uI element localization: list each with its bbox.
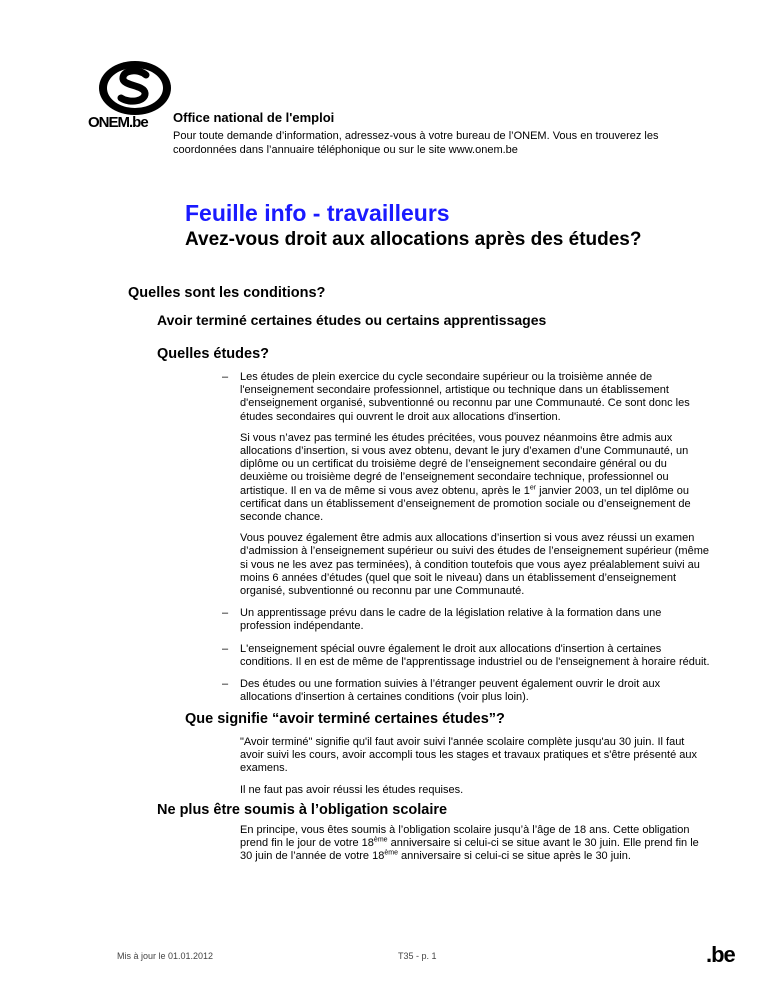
dash-bullet: – — [222, 642, 229, 655]
logo-text: ONEM.be — [88, 114, 148, 131]
list-item — [222, 678, 712, 704]
bullet-paragraph: Des études ou une formation suivies à l’étranger peuvent également ouvrir le droit aux allocations d'insertion à certaines conditions (voir plus loin). — [240, 678, 661, 704]
list-item — [222, 371, 712, 598]
page-subtitle: Avez-vous droit aux allocations après des études? — [185, 229, 642, 250]
bullet-paragraph: Un apprentissage prévu dans le cadre de la législation relative à la formation dans une profession indépendante. — [240, 607, 662, 633]
dash-bullet: – — [222, 678, 229, 691]
signification-paragraph: Il ne faut pas avoir réussi les études requises. — [240, 783, 464, 796]
bullet-paragraph: Les études de plein exercice du cycle secondaire supérieur ou la troisième année de l'enseignement secondaire professionnel, artistique ou technique dans un établissement d'enseignement organisé, subventionné ou reconnu par une Communauté. Ce sont donc les études secondaires qui ouvrent le droit aux allocations d'insertion. — [240, 371, 690, 423]
section-heading: Quelles sont les conditions? — [128, 285, 326, 301]
footer-page-number: T35 - p. 1 — [398, 951, 437, 961]
org-name: Office national de l'emploi — [173, 110, 335, 125]
list-item — [222, 607, 712, 633]
list-item — [222, 643, 712, 669]
onem-logo — [88, 58, 178, 133]
dash-bullet: – — [222, 607, 229, 620]
page-title: Feuille info - travailleurs — [185, 200, 450, 226]
etudes-list — [222, 371, 712, 713]
signification-paragraph: "Avoir terminé" signifie qu'il faut avoir suivi l'année scolaire complète jusqu'au 30 juin. Il faut avoir suivi les cours, avoir accompli tous les stages et travaux pratiques et s'être présenté aux examens. — [240, 736, 697, 775]
be-logo: .be — [706, 942, 735, 967]
obligation-body — [240, 824, 710, 864]
bullet-paragraph: Si vous n’avez pas terminé les études précitées, vous pouvez néanmoins être admis aux allocations d’insertion, si vous avez obtenu, devant le jury d’examen d’une Communauté, un diplôme ou un certificat du troisième degré de l’enseignement secondaire général ou du deuxième ou troisième degré de l’enseignement secondaire technique, professionnel ou artistique. Il en va de même si vous avez obtenu, après le 1er janvier 2003, un tel diplôme ou certificat dans un établissement d’enseignement de promotion sociale ou d’enseignement de seconde chance. — [240, 431, 691, 524]
obligation-heading: Ne plus être soumis à l’obligation scolaire — [157, 802, 448, 818]
signification-body — [240, 736, 710, 797]
section-subheading: Avoir terminé certaines études ou certains apprentissages — [157, 312, 547, 328]
footer-updated: Mis à jour le 01.01.2012 — [117, 951, 214, 961]
bullet-paragraph: L'enseignement spécial ouvre également le droit aux allocations d'insertion à certaines conditions. Il en est de même de l'apprentissage industriel ou de l'enseignement à horaire réduit. — [240, 642, 710, 668]
obligation-paragraph: En principe, vous êtes soumis à l’obligation scolaire jusqu’à l’âge de 18 ans. Cette obligation prend fin le jour de votre 18ème anniversaire si celui-ci se situe avant le 30 juin. Elle prend fin le 30 juin de l’année de votre 18ème anniversaire si celui-ci se situe après le 30 juin. — [240, 824, 699, 863]
dash-bullet: – — [222, 371, 229, 383]
org-info: Pour toute demande d’information, adressez-vous à votre bureau de l’ONEM. Vous en trouverez les coordonnées dans l’annuaire téléphonique ou sur le site www.onem.be — [173, 130, 659, 156]
quelles-etudes-heading: Quelles études? — [157, 346, 270, 362]
signification-heading: Que signifie “avoir terminé certaines études”? — [185, 711, 505, 727]
bullet-paragraph: Vous pouvez également être admis aux allocations d’insertion si vous avez réussi un examen d’admission à l’enseignement supérieur ou suivi des études de l’enseignement supérieur (même si vous ne les avez pas terminées), à condition toutefois que vous ayez préalablement suivi au moins 6 années d’études (quel que soit le niveau) dans un établissement d’enseignement organisé, subventionné ou reconnu par une Communauté. — [240, 532, 709, 598]
